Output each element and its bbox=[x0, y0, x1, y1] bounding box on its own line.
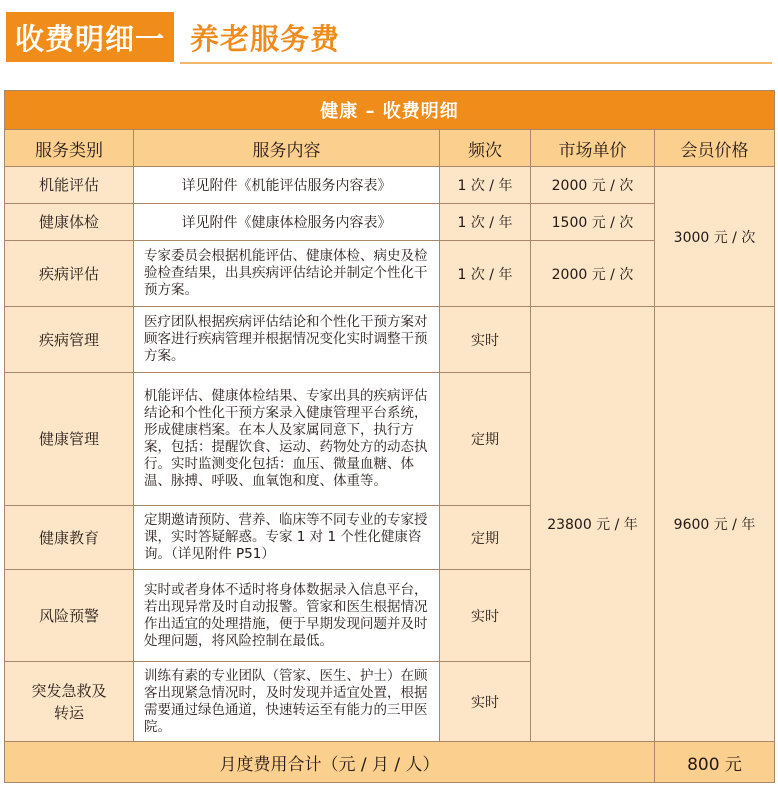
content-cell: 实时或者身体不适时将身体数据录入信息平台，若出现异常及时自动报警。管家和医生根据情况作出适宜的处理措施，便于早期发现问题并及时处理问题，将风险控制在最低。 bbox=[134, 570, 440, 662]
table-header-row bbox=[5, 130, 775, 167]
frequency-cell: 实时 bbox=[440, 662, 531, 742]
fee-table bbox=[4, 90, 775, 783]
content-cell: 机能评估、健康体检结果、专家出具的疾病评估结论和个性化干预方案录入健康管理平台系统，形成健康档案。在本人及家属同意下，执行方案，包括：提醒饮食、运动、药物处方的动态执行。实时监测变化包括：血压、微量血糖、体温、脉搏、呼吸、血氧饱和度、体重等。 bbox=[134, 373, 440, 506]
content-cell: 详见附件《机能评估服务内容表》 bbox=[134, 167, 440, 204]
section-tag: 收费明细一 bbox=[6, 12, 174, 62]
category-cell: 风险预警 bbox=[5, 570, 134, 662]
category-cell: 疾病管理 bbox=[5, 307, 134, 373]
group-market-price-cell: 23800 元 / 年 bbox=[531, 307, 655, 742]
frequency-cell: 1 次 / 年 bbox=[440, 241, 531, 307]
header-divider bbox=[180, 62, 772, 64]
member-price-cell: 3000 元 / 次 bbox=[655, 167, 775, 307]
table-title-row bbox=[5, 91, 775, 130]
table-row bbox=[5, 307, 775, 373]
frequency-cell: 实时 bbox=[440, 570, 531, 662]
page-header bbox=[0, 0, 778, 72]
table-row bbox=[5, 167, 775, 204]
category-cell: 突发急救及转运 bbox=[5, 662, 134, 742]
total-row bbox=[5, 742, 775, 783]
category-cell: 机能评估 bbox=[5, 167, 134, 204]
category-cell: 健康管理 bbox=[5, 373, 134, 506]
frequency-cell: 定期 bbox=[440, 506, 531, 570]
total-value: 800 元 bbox=[655, 742, 775, 783]
frequency-cell: 1 次 / 年 bbox=[440, 204, 531, 241]
market-price-cell: 2000 元 / 次 bbox=[531, 167, 655, 204]
column-header: 服务内容 bbox=[134, 130, 440, 167]
frequency-cell: 实时 bbox=[440, 307, 531, 373]
column-header: 频次 bbox=[440, 130, 531, 167]
content-cell: 详见附件《健康体检服务内容表》 bbox=[134, 204, 440, 241]
category-cell: 健康体检 bbox=[5, 204, 134, 241]
content-cell: 定期邀请预防、营养、临床等不同专业的专家授课，实时答疑解惑。专家 1 对 1 个性化健康咨询。（详见附件 P51） bbox=[134, 506, 440, 570]
column-header: 市场单价 bbox=[531, 130, 655, 167]
frequency-cell: 定期 bbox=[440, 373, 531, 506]
content-cell: 医疗团队根据疾病评估结论和个性化干预方案对顾客进行疾病管理并根据情况变化实时调整干预方案。 bbox=[134, 307, 440, 373]
member-price-cell: 9600 元 / 年 bbox=[655, 307, 775, 742]
frequency-cell: 1 次 / 年 bbox=[440, 167, 531, 204]
market-price-cell: 1500 元 / 次 bbox=[531, 204, 655, 241]
content-cell: 专家委员会根据机能评估、健康体检、病史及检验检查结果，出具疾病评估结论并制定个性化干预方案。 bbox=[134, 241, 440, 307]
table-title: 健康 – 收费明细 bbox=[5, 91, 775, 130]
section-title: 养老服务费 bbox=[190, 21, 341, 56]
total-label: 月度费用合计（元 / 月 / 人） bbox=[5, 742, 655, 783]
market-price-cell: 2000 元 / 次 bbox=[531, 241, 655, 307]
category-cell: 疾病评估 bbox=[5, 241, 134, 307]
category-cell: 健康教育 bbox=[5, 506, 134, 570]
column-header: 会员价格 bbox=[655, 130, 775, 167]
column-header: 服务类别 bbox=[5, 130, 134, 167]
content-cell: 训练有素的专业团队（管家、医生、护士）在顾客出现紧急情况时，及时发现并适宜处置，根据需要通过绿色通道，快速转运至有能力的三甲医院。 bbox=[134, 662, 440, 742]
